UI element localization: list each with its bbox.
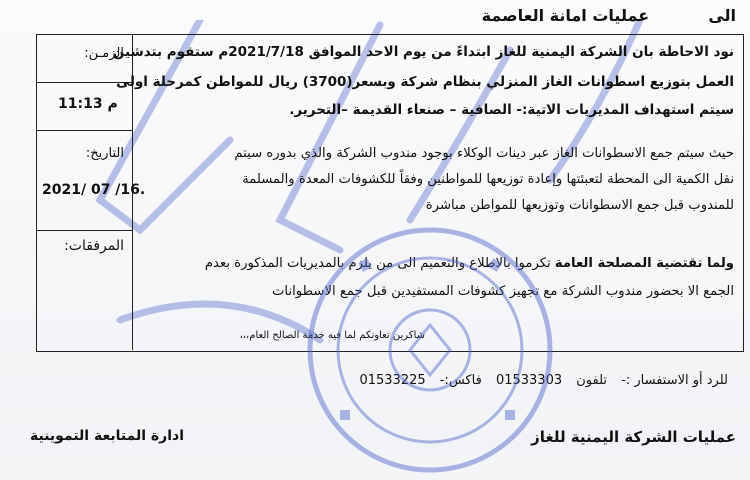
footer-signatory-right: عمليات الشركة اليمنية للغاز xyxy=(531,428,736,446)
body-bold-line: نود الاحاطة بان الشركة اليمنية للغاز ابتداءً من يوم الاحد الموافق 2021/7/18م ستقوم بتدشين xyxy=(112,44,734,60)
time-value: 11:13 م xyxy=(58,96,118,112)
date-label: التاريخ: xyxy=(85,146,124,161)
request-text: تكرموا بالاطلاع والتعميم الى من يلزم بالمديريات المذكورة بعدم xyxy=(204,256,555,271)
body-bold-line: سيتم استهداف المديريات الاتية:- الصافية – صنعاء القديمة –التحرير. xyxy=(289,102,734,118)
phone-number: 01533303 xyxy=(495,373,563,388)
request-bold-phrase: ولما تقتضية المصلحة العامة xyxy=(554,256,734,271)
contact-label: للرد أو الاستفسار :- xyxy=(621,373,728,388)
date-value: 2021/ 07 /16. xyxy=(42,182,146,198)
header-to-prefix: الى xyxy=(708,6,736,25)
body-text-line: حيث سيتم جمع الاسطوانات الغاز عبر دينات الوكلاء بوجود مندوب الشركة والذي بدوره سيتم xyxy=(234,146,734,161)
company-stamp xyxy=(300,220,563,480)
body-bold-line: العمل بتوزيع اسطوانات الغاز المنزلي بنظام شركة وبسعر(3700) ريال للمواطن كمرحلة اولى xyxy=(116,74,734,90)
header-recipient: عمليات امانة العاصمة xyxy=(481,6,650,25)
footer-signatory-left: ادارة المتابعة التموينية xyxy=(30,428,185,444)
fax-number: 01533225 xyxy=(359,373,426,388)
attachments-label: المرفقات: xyxy=(64,238,124,254)
time-label: الزمـن: xyxy=(84,46,124,61)
body-text-line: للمندوب قبل جمع الاسطوانات وتوزيعها للمواطن مباشرة xyxy=(425,198,734,213)
attachments-box xyxy=(36,230,132,290)
closing-thanks: شاكرين تعاونكم لما فيه خدمة الصالح العام،،، xyxy=(239,330,425,341)
request-line-2: الجمع الا بحضور مندوب الشركة مع تجهيز كشوفات المستفيدين قبل جمع الاسطوانات xyxy=(272,284,734,299)
phone-label: تلفون xyxy=(576,373,608,388)
date-box xyxy=(36,130,146,231)
header-recipient-line xyxy=(482,6,736,25)
fax-label: فاكس:- xyxy=(439,373,482,388)
body-text-line: نقل الكمية الى المحطة لتعبئتها وإعادة توزيعها للمواطنين وفقاً للكشوفات المعدة والمسلمة xyxy=(242,172,734,187)
